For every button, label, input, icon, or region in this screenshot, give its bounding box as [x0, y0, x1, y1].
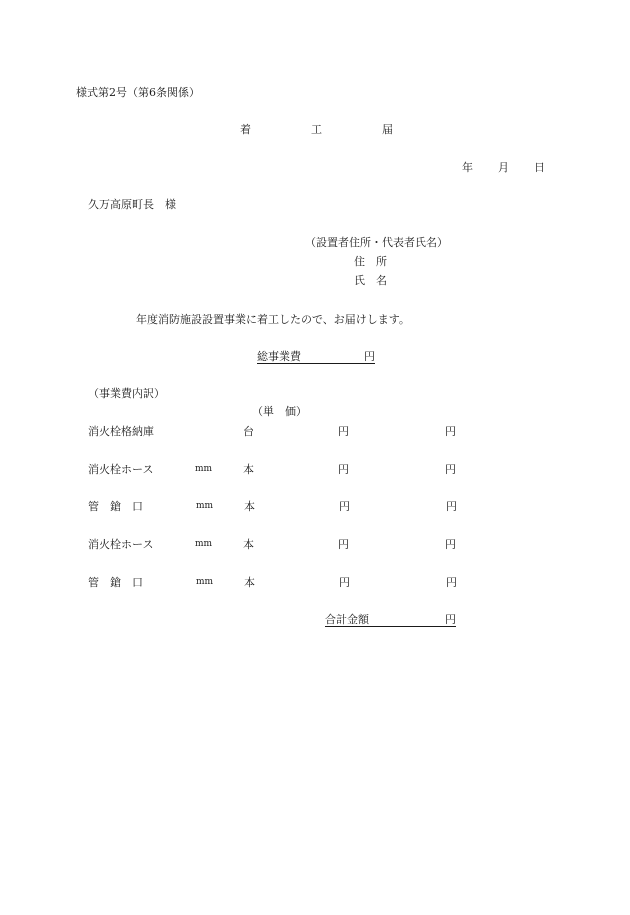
row-3-size-unit: mm	[196, 501, 214, 511]
address-label: 住 所	[354, 255, 387, 268]
row-5-price-unit: 円	[339, 576, 350, 589]
row-3-count-unit: 本	[244, 500, 255, 513]
row-1-amount-unit: 円	[445, 425, 456, 438]
title-char-2: 工	[311, 123, 322, 136]
row-4-item: 消火栓ホース	[88, 538, 154, 551]
name-label: 氏 名	[354, 274, 387, 287]
row-4-price-unit: 円	[338, 538, 349, 551]
grand-total-line	[325, 614, 456, 627]
row-2-amount-unit: 円	[445, 463, 456, 476]
date-year-label: 年	[462, 161, 473, 174]
row-5-amount-unit: 円	[446, 576, 457, 589]
row-5-count-unit: 本	[244, 576, 255, 589]
row-3-item: 管 鎗 口	[88, 500, 143, 513]
breakdown-heading: （事業費内訳）	[88, 387, 165, 400]
row-2-item: 消火栓ホース	[88, 463, 154, 476]
addressee: 久万高原町長 様	[88, 198, 176, 211]
row-1-count-unit: 台	[243, 425, 254, 438]
grand-total-unit: 円	[445, 613, 456, 626]
total-cost-unit: 円	[364, 350, 375, 363]
row-4-count-unit: 本	[243, 538, 254, 551]
title-char-1: 着	[240, 123, 251, 136]
row-1-price-unit: 円	[338, 425, 349, 438]
row-2-count-unit: 本	[243, 463, 254, 476]
row-5-size-unit: mm	[196, 577, 214, 587]
row-2-price-unit: 円	[338, 463, 349, 476]
title-char-3: 届	[382, 123, 393, 136]
date-day-label: 日	[534, 161, 545, 174]
total-cost-line	[257, 351, 375, 364]
form-number: 様式第2号（第6条関係）	[76, 86, 200, 99]
row-4-size-unit: mm	[195, 539, 213, 549]
date-month-label: 月	[498, 161, 509, 174]
total-cost-label: 総事業費	[257, 350, 301, 363]
row-4-amount-unit: 円	[445, 538, 456, 551]
statement-text: 年度消防施設設置事業に着工したので、お届けします。	[136, 313, 410, 326]
grand-total-label: 合計金額	[325, 613, 369, 626]
row-2-size-unit: mm	[195, 464, 213, 474]
row-3-amount-unit: 円	[446, 500, 457, 513]
row-3-price-unit: 円	[339, 500, 350, 513]
unit-price-header: （単 価）	[252, 405, 307, 418]
row-5-item: 管 鎗 口	[88, 576, 143, 589]
applicant-heading: （設置者住所・代表者氏名）	[305, 236, 448, 249]
row-1-item: 消火栓格納庫	[88, 425, 154, 438]
